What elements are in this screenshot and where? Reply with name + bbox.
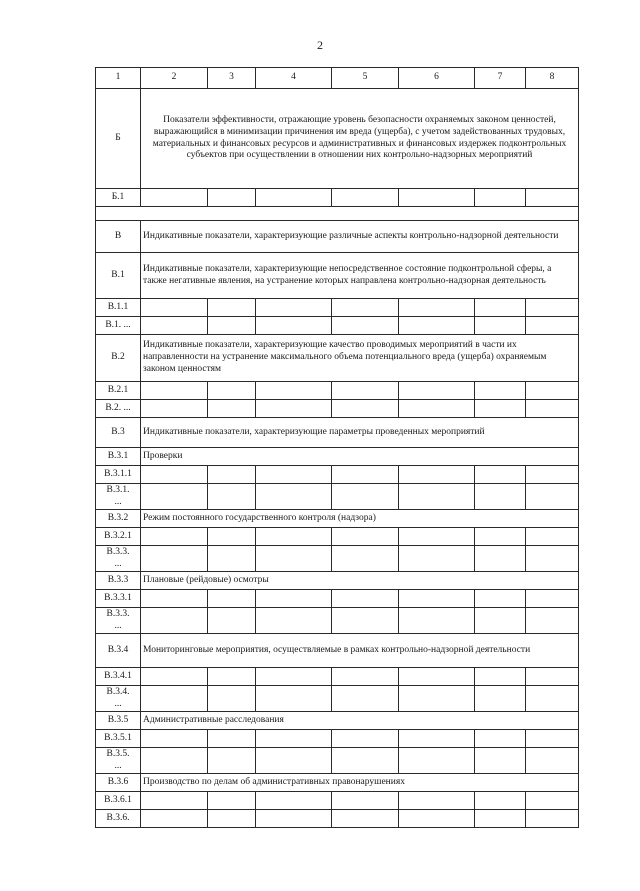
row-code: В.3.5.1 <box>96 730 141 748</box>
data-cell <box>256 792 332 810</box>
data-cell <box>526 466 579 484</box>
data-cell <box>256 317 332 335</box>
data-cell <box>256 608 332 634</box>
table-row <box>96 189 579 207</box>
table-row <box>96 466 579 484</box>
data-cell <box>526 299 579 317</box>
data-cell <box>526 189 579 207</box>
row-description: Индикативные показатели, характеризующие параметры проведенных мероприятий <box>141 418 579 448</box>
row-code: В.3.4.1 <box>96 668 141 686</box>
row-description: Индикативные показатели, характеризующие непосредственное состояние подконтрольной сферы, а также негативные явления, на устранение которых направлена контрольно-надзорная деятельность <box>141 253 579 299</box>
data-cell <box>475 400 526 418</box>
row-code: В.3.3. ... <box>96 608 141 634</box>
table-row <box>96 528 579 546</box>
data-cell <box>141 608 208 634</box>
data-cell <box>208 189 256 207</box>
row-code: В.3.4 <box>96 634 141 668</box>
section-row <box>96 510 579 528</box>
data-cell <box>526 400 579 418</box>
data-cell <box>399 528 475 546</box>
data-cell <box>256 484 332 510</box>
table-row <box>96 792 579 810</box>
row-code: Б.1 <box>96 189 141 207</box>
data-cell <box>208 686 256 712</box>
data-cell <box>475 382 526 400</box>
row-code: В.3.5. ... <box>96 748 141 774</box>
row-description: Показатели эффективности, отражающие уровень безопасности охраняемых законом ценностей, выражающийся в минимизации причинения им вреда (ущерба), с учетом задействованных трудовых, материальных и финансовых ресурсов и административных и финансовых издержек подконтрольных субъектов при осуществлении в отношении них контрольно-надзорных мероприятий <box>141 89 579 189</box>
data-cell <box>208 748 256 774</box>
table-row <box>96 810 579 828</box>
data-cell <box>399 792 475 810</box>
row-code: В.3.5 <box>96 712 141 730</box>
data-cell <box>332 792 399 810</box>
data-cell <box>399 299 475 317</box>
row-description: Индикативные показатели, характеризующие различные аспекты контрольно-надзорной деятельности <box>141 221 579 253</box>
data-cell <box>526 730 579 748</box>
data-cell <box>256 528 332 546</box>
section-row <box>96 253 579 299</box>
data-cell <box>208 299 256 317</box>
data-cell <box>256 668 332 686</box>
row-code: В.3.3. ... <box>96 546 141 572</box>
row-code: В.3.3 <box>96 572 141 590</box>
column-number: 4 <box>256 68 332 89</box>
row-code: В.3.1.1 <box>96 466 141 484</box>
column-number: 5 <box>332 68 399 89</box>
column-number: 2 <box>141 68 208 89</box>
data-cell <box>332 528 399 546</box>
row-code: В.3.3.1 <box>96 590 141 608</box>
row-description: Плановые (рейдовые) осмотры <box>141 572 579 590</box>
table-row <box>96 608 579 634</box>
indicators-table <box>95 67 579 828</box>
data-cell <box>141 668 208 686</box>
column-number: 6 <box>399 68 475 89</box>
data-cell <box>399 546 475 572</box>
data-cell <box>141 730 208 748</box>
table-row <box>96 686 579 712</box>
column-number-row <box>96 68 579 89</box>
data-cell <box>332 686 399 712</box>
data-cell <box>399 189 475 207</box>
table-row <box>96 546 579 572</box>
data-cell <box>526 792 579 810</box>
row-code: В.3.2.1 <box>96 528 141 546</box>
data-cell <box>399 686 475 712</box>
table-row <box>96 590 579 608</box>
data-cell <box>475 792 526 810</box>
data-cell <box>141 686 208 712</box>
data-cell <box>399 400 475 418</box>
data-cell <box>256 400 332 418</box>
data-cell <box>399 608 475 634</box>
data-cell <box>208 466 256 484</box>
data-cell <box>526 608 579 634</box>
data-cell <box>141 382 208 400</box>
data-cell <box>256 382 332 400</box>
section-row <box>96 335 579 382</box>
data-cell <box>475 686 526 712</box>
data-cell <box>141 546 208 572</box>
data-cell <box>526 686 579 712</box>
data-cell <box>141 810 208 828</box>
page-number: 2 <box>317 38 323 52</box>
data-cell <box>332 299 399 317</box>
data-cell <box>475 748 526 774</box>
data-cell <box>208 317 256 335</box>
row-code: В.2. ... <box>96 400 141 418</box>
row-description: Режим постоянного государственного контроля (надзора) <box>141 510 579 528</box>
data-cell <box>526 668 579 686</box>
data-cell <box>399 748 475 774</box>
data-cell <box>256 686 332 712</box>
data-cell <box>399 484 475 510</box>
data-cell <box>256 748 332 774</box>
data-cell <box>141 317 208 335</box>
empty-cell <box>96 207 579 221</box>
section-row <box>96 448 579 466</box>
data-cell <box>208 792 256 810</box>
row-code: В.3.1 <box>96 448 141 466</box>
data-cell <box>256 189 332 207</box>
section-row <box>96 712 579 730</box>
data-cell <box>208 484 256 510</box>
data-cell <box>526 590 579 608</box>
section-row <box>96 572 579 590</box>
data-cell <box>208 810 256 828</box>
row-code: В.3.2 <box>96 510 141 528</box>
section-row <box>96 774 579 792</box>
data-cell <box>399 810 475 828</box>
data-cell <box>332 608 399 634</box>
data-cell <box>526 382 579 400</box>
row-code: В.3.1. ... <box>96 484 141 510</box>
data-cell <box>475 730 526 748</box>
table-row <box>96 730 579 748</box>
data-cell <box>208 546 256 572</box>
data-cell <box>475 668 526 686</box>
data-cell <box>208 590 256 608</box>
row-code: В <box>96 221 141 253</box>
table-row <box>96 668 579 686</box>
row-description: Мониторинговые мероприятия, осуществляемые в рамках контрольно-надзорной деятельности <box>141 634 579 668</box>
data-cell <box>208 730 256 748</box>
row-code: В.3 <box>96 418 141 448</box>
data-cell <box>256 299 332 317</box>
data-cell <box>475 466 526 484</box>
data-cell <box>141 466 208 484</box>
section-row <box>96 89 579 189</box>
data-cell <box>141 528 208 546</box>
data-cell <box>208 382 256 400</box>
column-number: 1 <box>96 68 141 89</box>
data-cell <box>475 528 526 546</box>
data-cell <box>208 528 256 546</box>
data-cell <box>526 810 579 828</box>
table-row <box>96 484 579 510</box>
data-cell <box>208 668 256 686</box>
table-row <box>96 299 579 317</box>
data-cell <box>141 299 208 317</box>
data-cell <box>141 189 208 207</box>
row-code: В.3.6. <box>96 810 141 828</box>
row-code: В.1 <box>96 253 141 299</box>
data-cell <box>332 382 399 400</box>
spacer-row <box>96 207 579 221</box>
table-row <box>96 748 579 774</box>
data-cell <box>475 608 526 634</box>
row-code: В.3.4. ... <box>96 686 141 712</box>
table-row <box>96 400 579 418</box>
data-cell <box>332 484 399 510</box>
data-cell <box>256 810 332 828</box>
data-cell <box>399 590 475 608</box>
row-code: В.1.1 <box>96 299 141 317</box>
table-row <box>96 317 579 335</box>
section-row <box>96 221 579 253</box>
data-cell <box>399 466 475 484</box>
data-cell <box>399 668 475 686</box>
data-cell <box>526 748 579 774</box>
row-code: В.2 <box>96 335 141 382</box>
data-cell <box>332 730 399 748</box>
data-cell <box>475 189 526 207</box>
data-cell <box>332 546 399 572</box>
data-cell <box>475 590 526 608</box>
data-cell <box>208 400 256 418</box>
data-cell <box>526 528 579 546</box>
data-cell <box>399 730 475 748</box>
row-code: В.3.6 <box>96 774 141 792</box>
data-cell <box>332 466 399 484</box>
row-code: В.2.1 <box>96 382 141 400</box>
data-cell <box>332 317 399 335</box>
data-cell <box>475 299 526 317</box>
data-cell <box>141 748 208 774</box>
data-cell <box>475 484 526 510</box>
data-cell <box>332 590 399 608</box>
row-description: Проверки <box>141 448 579 466</box>
data-cell <box>141 590 208 608</box>
data-cell <box>332 400 399 418</box>
data-cell <box>526 546 579 572</box>
column-number: 3 <box>208 68 256 89</box>
data-cell <box>256 546 332 572</box>
column-number: 8 <box>526 68 579 89</box>
row-description: Административные расследования <box>141 712 579 730</box>
table-row <box>96 382 579 400</box>
data-cell <box>256 730 332 748</box>
data-cell <box>526 317 579 335</box>
data-cell <box>475 317 526 335</box>
data-cell <box>141 400 208 418</box>
data-cell <box>475 810 526 828</box>
row-code: В.1. ... <box>96 317 141 335</box>
row-code: Б <box>96 89 141 189</box>
data-cell <box>256 466 332 484</box>
row-code: В.3.6.1 <box>96 792 141 810</box>
data-cell <box>256 590 332 608</box>
data-cell <box>332 668 399 686</box>
data-cell <box>141 792 208 810</box>
data-cell <box>399 382 475 400</box>
data-cell <box>332 810 399 828</box>
data-cell <box>208 608 256 634</box>
data-cell <box>332 748 399 774</box>
data-cell <box>526 484 579 510</box>
data-cell <box>141 484 208 510</box>
row-description: Индикативные показатели, характеризующие качество проводимых мероприятий в части их направленности на устранение максимального объема потенциального вреда (ущерба) охраняемым законом ценностям <box>141 335 579 382</box>
column-number: 7 <box>475 68 526 89</box>
section-row <box>96 418 579 448</box>
row-description: Производство по делам об административных правонарушениях <box>141 774 579 792</box>
section-row <box>96 634 579 668</box>
data-cell <box>475 546 526 572</box>
data-cell <box>332 189 399 207</box>
data-cell <box>399 317 475 335</box>
